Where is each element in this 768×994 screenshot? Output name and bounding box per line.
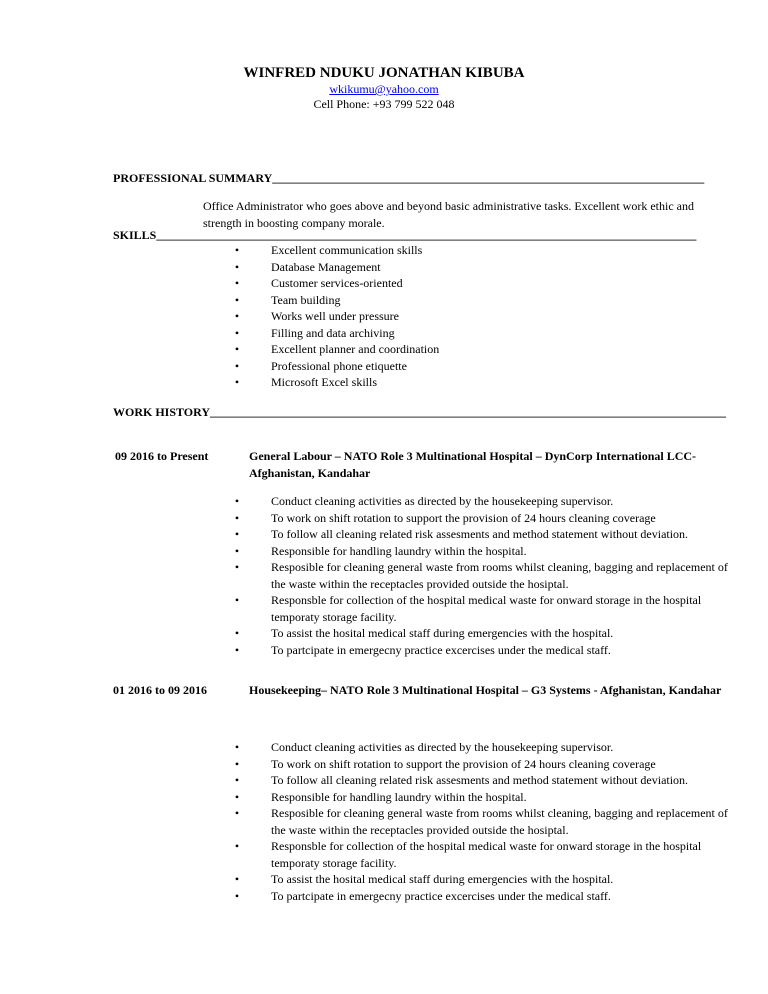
bullet-icon: • (234, 375, 240, 389)
list-item: • Works well under pressure (249, 308, 439, 325)
bullet-icon: • (234, 789, 240, 804)
list-item: • Conduct cleaning activities as directed by the housekeeping supervisor. (249, 739, 729, 756)
bullet-icon: • (234, 872, 240, 886)
bullet-icon: • (234, 325, 240, 340)
list-item: • To assist the hosital medical staff during emergencies with the hospital. (249, 625, 729, 642)
skills-heading-label: SKILLS (113, 228, 157, 242)
summary-heading-label: PROFESSIONAL SUMMARY (113, 171, 273, 185)
job-1-duties (234, 493, 729, 658)
bullet-icon: • (234, 773, 240, 787)
list-item: • Responsble for collection of the hospital medical waste for onward storage in the hospital temporaty storage facility. (249, 838, 729, 871)
bullet-icon: • (234, 756, 240, 771)
bullet-icon: • (234, 494, 240, 508)
job-2-dates: 01 2016 to 09 2016 (113, 683, 207, 697)
summary-text: Office Administrator who goes above and beyond basic administrative tasks. Excellent work ethic and strength in boosting company morale. (203, 199, 694, 230)
phone-number: Cell Phone: +93 799 522 048 (313, 97, 455, 111)
work-history-heading (113, 404, 733, 421)
list-item: • Conduct cleaning activities as directed by the housekeeping supervisor. (249, 493, 729, 510)
list-item: • Database Management (249, 259, 439, 276)
job-2-duties (234, 739, 729, 904)
list-item: • To work on shift rotation to support the provision of 24 hours cleaning coverage (249, 510, 729, 527)
bullet-icon: • (234, 527, 240, 541)
bullet-icon: • (234, 259, 240, 274)
list-item: • Filling and data archiving (249, 325, 439, 342)
bullet-icon: • (234, 276, 240, 290)
email-link[interactable]: wkikumu@yahoo.com (329, 82, 439, 96)
work-history-heading-label: WORK HISTORY (113, 405, 211, 419)
list-item: • To assist the hosital medical staff during emergencies with the hospital. (249, 871, 729, 888)
list-item: • To work on shift rotation to support the provision of 24 hours cleaning coverage (249, 756, 729, 773)
bullet-icon: • (234, 543, 240, 558)
summary-rule: ________________________________________________________________________ (272, 171, 705, 185)
bullet-icon: • (234, 626, 240, 640)
bullet-icon: • (234, 806, 240, 820)
bullet-icon: • (234, 642, 240, 657)
list-item: • Excellent communication skills (249, 242, 439, 259)
list-item: • Resposible for cleaning general waste from rooms whilst cleaning, bagging and replacement of the waste within the receptacles provided outside the hosiptal. (249, 805, 729, 838)
skills-list (234, 242, 440, 391)
bullet-icon: • (234, 510, 240, 525)
list-item: • Responsible for handling laundry within the hospital. (249, 543, 729, 560)
job-1-dates: 09 2016 to Present (115, 449, 209, 463)
list-item: • Resposible for cleaning general waste from rooms whilst cleaning, bagging and replacement of the waste within the receptacles provided outside the hosiptal. (249, 559, 729, 592)
bullet-icon: • (234, 243, 240, 257)
list-item: • To partcipate in emergecny practice excercises under the medical staff. (249, 888, 729, 905)
list-item: • Excellent planner and coordination (249, 341, 439, 358)
job-2-title: Housekeeping– NATO Role 3 Multinational Hospital – G3 Systems - Afghanistan, Kandahar (249, 683, 722, 697)
list-item: • To follow all cleaning related risk assesments and method statement without deviation. (249, 526, 729, 543)
summary-heading (113, 170, 733, 187)
bullet-icon: • (234, 560, 240, 574)
skills-rule: __________________________________________________________________________________________ (156, 228, 697, 242)
bullet-icon: • (234, 740, 240, 754)
list-item: • Professional phone etiquette (249, 358, 439, 375)
list-item: • Responsible for handling laundry within the hospital. (249, 789, 729, 806)
candidate-name: WINFRED NDUKU JONATHAN KIBUBA (243, 65, 525, 81)
bullet-icon: • (234, 309, 240, 323)
list-item: • To follow all cleaning related risk assesments and method statement without deviation. (249, 772, 729, 789)
bullet-icon: • (234, 292, 240, 307)
bullet-icon: • (234, 358, 240, 373)
list-item: • Team building (249, 292, 439, 309)
list-item: • Microsoft Excel skills (249, 374, 439, 391)
bullet-icon: • (234, 342, 240, 356)
list-item: • Responsble for collection of the hospital medical waste for onward storage in the hospital temporaty storage facility. (249, 592, 729, 625)
work-history-rule: ______________________________________________________________________________________ (210, 405, 727, 419)
list-item: • Customer services-oriented (249, 275, 439, 292)
list-item: • To partcipate in emergecny practice excercises under the medical staff. (249, 642, 729, 659)
bullet-icon: • (234, 593, 240, 607)
bullet-icon: • (234, 888, 240, 903)
bullet-icon: • (234, 839, 240, 853)
job-1-title: General Labour – NATO Role 3 Multinational Hospital – DynCorp International LCC- Afghanistan, Kandahar (249, 449, 697, 480)
